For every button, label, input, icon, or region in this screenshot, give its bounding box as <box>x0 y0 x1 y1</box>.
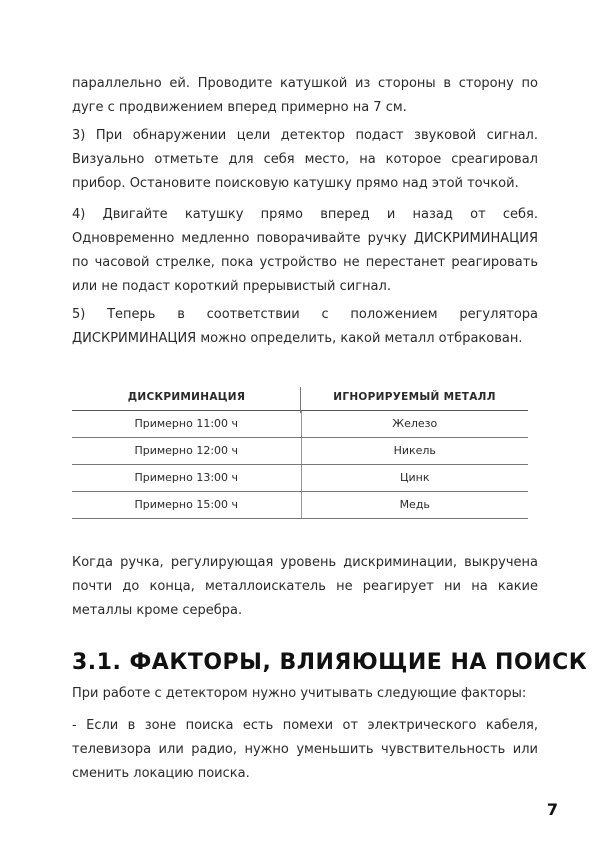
cell-position: Примерно 13:00 ч <box>72 465 302 491</box>
cell-metal: Цинк <box>399 471 430 484</box>
paragraph-factor-interference: - Если в зоне поиска есть помехи от электрического кабеля, телевизора или радио, нужно уменьшить чувствительность или сменить локацию поиска. <box>72 718 538 781</box>
header-discrimination: ДИСКРИМИНАЦИЯ <box>72 391 301 403</box>
table-header <box>72 384 528 411</box>
paragraph-step-3: 3) При обнаружении цели детектор подаст звуковой сигнал. Визуально отметьте для себя место, на которое среагировал прибор. Остановите поисковую катушку прямо над этой точкой. <box>72 128 538 191</box>
cell-position: Примерно 11:00 ч <box>72 411 302 437</box>
cell-metal: Никель <box>393 444 436 457</box>
table-row <box>72 492 528 519</box>
table-row <box>72 438 528 465</box>
paragraph-intro: параллельно ей. Проводите катушкой из стороны в сторону по дуге с продвижением вперед примерно на 7 см. <box>72 76 538 115</box>
discrimination-table <box>72 384 528 519</box>
table-row <box>72 411 528 438</box>
paragraph-factors-intro: При работе с детектором нужно учитывать следующие факторы: <box>72 686 527 701</box>
paragraph-step-4: 4) Двигайте катушку прямо вперед и назад от себя. Одновременно медленно поворачивайте ручку ДИСКРИМИНАЦИЯ по часовой стрелке, пока устройство не перестанет реагировать или не подаст короткий прерывистый сигнал. <box>72 207 538 294</box>
paragraph-silver-note: Когда ручка, регулирующая уровень дискриминации, выкручена почти до конца, металлоискатель не реагирует ни на какие металлы кроме серебра. <box>72 555 538 618</box>
cell-metal: Железо <box>392 417 438 430</box>
header-ignored-metal: ИГНОРИРУЕМЫЙ МЕТАЛЛ <box>333 391 496 403</box>
paragraph-step-5: 5) Теперь в соответствии с положением регулятора ДИСКРИМИНАЦИЯ можно определить, какой металл отбракован. <box>72 307 538 346</box>
cell-position: Примерно 12:00 ч <box>72 438 302 464</box>
page-number: 7 <box>546 800 558 819</box>
cell-position: Примерно 15:00 ч <box>72 492 302 518</box>
cell-metal: Медь <box>399 498 430 511</box>
table-row <box>72 465 528 492</box>
section-heading: 3.1. ФАКТОРЫ, ВЛИЯЮЩИЕ НА ПОИСК <box>72 650 588 675</box>
